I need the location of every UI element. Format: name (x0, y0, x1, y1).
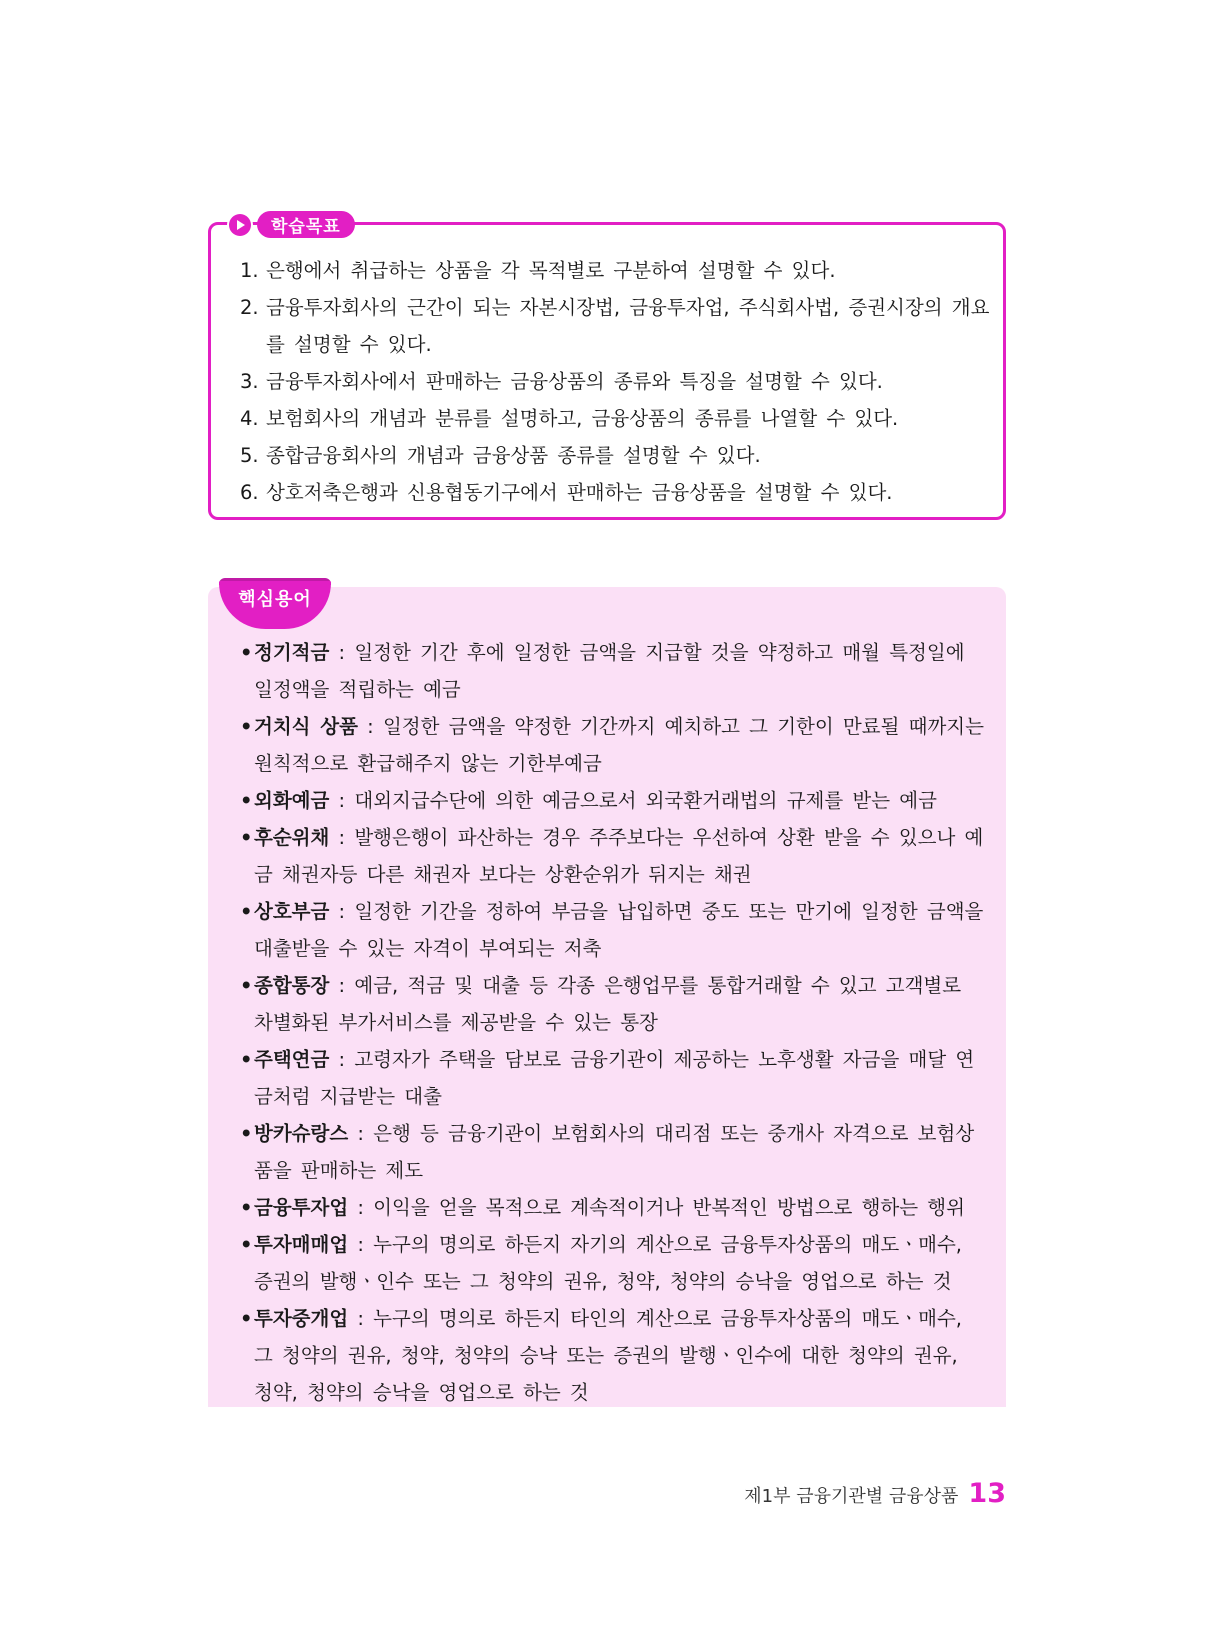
key-term-definition: : 일정한 금액을 약정한 기간까지 예치하고 그 기한이 만료될 때까지는 원칙적으로 환급해주지 않는 기한부예금 (254, 715, 984, 775)
learning-objectives-tab (229, 210, 361, 239)
bullet-icon: • (240, 1233, 253, 1256)
objective-text: 은행에서 취급하는 상품을 각 목적별로 구분하여 설명할 수 있다. (266, 259, 836, 282)
key-term-definition: : 누구의 명의로 하든지 자기의 계산으로 금융투자상품의 매도ㆍ매수, 증권의 발행ㆍ인수 또는 그 청약의 권유, 청약, 청약의 승낙을 영업으로 하는 것 (254, 1233, 962, 1293)
key-term-item (240, 1041, 985, 1115)
key-term-definition: : 누구의 명의로 하든지 타인의 계산으로 금융투자상품의 매도ㆍ매수, 그 청약의 권유, 청약, 청약의 승낙 또는 증권의 발행ㆍ인수에 대한 청약의 권유, 청약, 청약의 승낙을 영업으로 하는 것 (254, 1307, 962, 1404)
bullet-icon: • (240, 1122, 253, 1145)
key-term-name: 종합통장 (254, 974, 330, 997)
learning-objectives-label: 학습목표 (257, 211, 355, 238)
objective-text: 금융투자회사에서 판매하는 금융상품의 종류와 특징을 설명할 수 있다. (266, 370, 883, 393)
key-term-name: 정기적금 (254, 641, 330, 664)
key-term-definition: : 일정한 기간 후에 일정한 금액을 지급할 것을 약정하고 매월 특정일에 일정액을 적립하는 예금 (254, 641, 965, 701)
key-term-definition: : 예금, 적금 및 대출 등 각종 은행업무를 통합거래할 수 있고 고객별로 차별화된 부가서비스를 제공받을 수 있는 통장 (254, 974, 962, 1034)
key-term-item (240, 708, 985, 782)
objective-item (240, 400, 990, 437)
key-term-definition: : 발행은행이 파산하는 경우 주주보다는 우선하여 상환 받을 수 있으나 예금 채권자등 다른 채권자 보다는 상환순위가 뒤지는 채권 (254, 826, 984, 886)
key-term-name: 투자매매업 (254, 1233, 349, 1256)
objectives-list (240, 252, 990, 511)
objective-text: 상호저축은행과 신용협동기구에서 판매하는 금융상품을 설명할 수 있다. (266, 481, 893, 504)
key-term-definition: : 대외지급수단에 의한 예금으로서 외국환거래법의 규제를 받는 예금 (329, 789, 937, 812)
key-term-definition: : 은행 등 금융기관이 보험회사의 대리점 또는 중개사 자격으로 보험상품을 판매하는 제도 (254, 1122, 975, 1182)
objective-number: 4. (240, 407, 259, 430)
objective-number: 3. (240, 370, 259, 393)
key-term-name: 투자중개업 (254, 1307, 349, 1330)
key-terms-label: 핵심용어 (219, 581, 331, 629)
key-term-item (240, 634, 985, 708)
key-term-name: 거치식 상품 (254, 715, 358, 738)
objective-text: 종합금융회사의 개념과 금융상품 종류를 설명할 수 있다. (266, 444, 761, 467)
objective-item (240, 289, 990, 363)
page-number: 13 (968, 1478, 1006, 1509)
key-term-item (240, 1300, 985, 1411)
objective-text: 보험회사의 개념과 분류를 설명하고, 금융상품의 종류를 나열할 수 있다. (266, 407, 899, 430)
page-footer (744, 1478, 1006, 1509)
bullet-icon: • (240, 641, 253, 664)
bullet-icon: • (240, 900, 253, 923)
objective-item (240, 363, 990, 400)
objective-number: 1. (240, 259, 259, 282)
key-term-item (240, 1226, 985, 1300)
key-term-item (240, 782, 985, 819)
bullet-icon: • (240, 1307, 253, 1330)
key-term-item (240, 893, 985, 967)
play-icon (229, 214, 251, 236)
key-term-item (240, 967, 985, 1041)
objective-number: 2. (240, 296, 259, 319)
key-term-name: 상호부금 (254, 900, 330, 923)
objective-item (240, 474, 990, 511)
key-term-name: 후순위채 (254, 826, 330, 849)
bullet-icon: • (240, 1048, 253, 1071)
key-terms-tab (219, 578, 331, 618)
objective-number: 5. (240, 444, 259, 467)
bullet-icon: • (240, 1196, 253, 1219)
key-term-name: 금융투자업 (254, 1196, 349, 1219)
key-term-item (240, 819, 985, 893)
key-term-item (240, 1189, 985, 1226)
key-term-definition: : 고령자가 주택을 담보로 금융기관이 제공하는 노후생활 자금을 매달 연금처럼 지급받는 대출 (254, 1048, 975, 1108)
key-term-name: 주택연금 (254, 1048, 330, 1071)
key-term-definition: : 일정한 기간을 정하여 부금을 납입하면 중도 또는 만기에 일정한 금액을 대출받을 수 있는 자격이 부여되는 저축 (254, 900, 984, 960)
key-term-item (240, 1115, 985, 1189)
objective-number: 6. (240, 481, 259, 504)
bullet-icon: • (240, 715, 253, 738)
bullet-icon: • (240, 789, 253, 812)
objective-item (240, 437, 990, 474)
key-term-name: 외화예금 (254, 789, 330, 812)
key-terms-list (240, 634, 985, 1411)
key-term-definition: : 이익을 얻을 목적으로 계속적이거나 반복적인 방법으로 행하는 행위 (348, 1196, 965, 1219)
objective-text: 금융투자회사의 근간이 되는 자본시장법, 금융투자업, 주식회사법, 증권시장의 개요를 설명할 수 있다. (266, 296, 990, 356)
bullet-icon: • (240, 826, 253, 849)
objective-item (240, 252, 990, 289)
bullet-icon: • (240, 974, 253, 997)
footer-section-title: 제1부 금융기관별 금융상품 (744, 1486, 959, 1507)
key-term-name: 방카슈랑스 (254, 1122, 349, 1145)
